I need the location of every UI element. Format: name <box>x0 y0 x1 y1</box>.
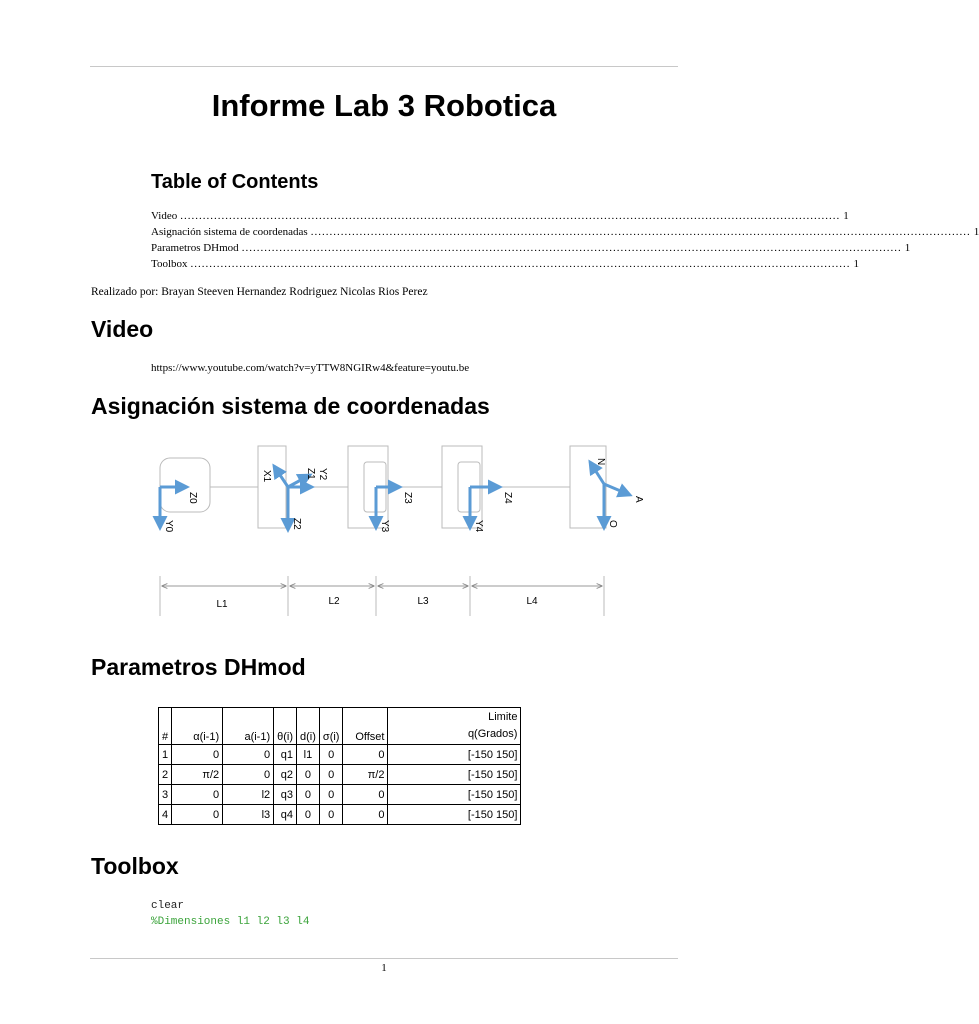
toc-entry-page[interactable]: 1 <box>973 226 979 238</box>
label-n: N <box>595 458 606 466</box>
table-header-row <box>159 708 521 745</box>
cell-offset: π/2 <box>343 765 388 785</box>
top-rule <box>90 66 678 67</box>
dim-label-l1: L1 <box>216 599 228 610</box>
toc-leader-dots: ................................................................................................................................................................................ <box>190 258 851 270</box>
cell-limit: [-150 150] <box>388 765 521 785</box>
cell-offset: 0 <box>343 745 388 765</box>
cell-offset: 0 <box>343 785 388 805</box>
cell-index: 2 <box>159 765 172 785</box>
header-offset: Offset <box>343 708 388 745</box>
cell-index: 3 <box>159 785 172 805</box>
dim-label-l2: L2 <box>328 596 340 607</box>
base-body <box>160 458 210 512</box>
cell-alpha: 0 <box>172 785 223 805</box>
cell-alpha: π/2 <box>172 765 223 785</box>
cell-d: 0 <box>297 785 320 805</box>
toc-entry-toolbox[interactable] <box>151 256 860 272</box>
label-z2: Z2 <box>291 518 302 530</box>
cell-d: 0 <box>297 805 320 825</box>
cell-index: 1 <box>159 745 172 765</box>
cell-a: 0 <box>223 745 274 765</box>
coordinate-frames-diagram <box>150 440 650 620</box>
cell-sigma: 0 <box>319 805 343 825</box>
label-z3: Z3 <box>402 492 413 504</box>
label-x1: X1 <box>261 470 272 483</box>
dim-label-l3: L3 <box>417 596 429 607</box>
label-z4: Z4 <box>502 492 513 504</box>
authors-line: Realizado por: Brayan Steeven Hernandez Rodriguez Nicolas Rios Perez <box>91 286 428 298</box>
cell-sigma: 0 <box>319 745 343 765</box>
toc-entry-dh[interactable] <box>151 240 911 256</box>
section-heading-toolbox: Toolbox <box>91 853 179 879</box>
header-index: # <box>159 708 172 745</box>
cell-limit: [-150 150] <box>388 805 521 825</box>
cell-theta: q1 <box>274 745 297 765</box>
label-o: O <box>607 520 618 528</box>
document-title: Informe Lab 3 Robotica <box>211 88 557 123</box>
cell-alpha: 0 <box>172 805 223 825</box>
toc-entry-page[interactable]: 1 <box>843 210 849 222</box>
cell-limit: [-150 150] <box>388 745 521 765</box>
cell-theta: q4 <box>274 805 297 825</box>
header-a: a(i-1) <box>223 708 274 745</box>
cell-a: l2 <box>223 785 274 805</box>
header-limit <box>388 708 521 745</box>
section-heading-dh: Parametros DHmod <box>91 654 306 680</box>
toc-leader-dots: ................................................................................................................................................................................ <box>180 210 841 222</box>
cell-limit: [-150 150] <box>388 785 521 805</box>
page-number: 1 <box>381 962 387 974</box>
toc-entry-label[interactable]: Parametros DHmod <box>151 242 239 254</box>
cell-offset: 0 <box>343 805 388 825</box>
cell-a: l3 <box>223 805 274 825</box>
header-alpha: α(i-1) <box>172 708 223 745</box>
toc-leader-dots: ................................................................................................................................................................................ <box>310 226 971 238</box>
label-y4: Y4 <box>473 520 484 533</box>
cell-theta: q2 <box>274 765 297 785</box>
header-sigma: σ(i) <box>319 708 343 745</box>
cell-alpha: 0 <box>172 745 223 765</box>
section-heading-video: Video <box>91 316 154 342</box>
label-y2: Y2 <box>317 468 328 481</box>
label-y3: Y3 <box>379 520 390 533</box>
dim-label-l4: L4 <box>526 596 538 607</box>
header-limit-line2: q(Grados) <box>467 728 518 740</box>
toc-entry-page[interactable]: 1 <box>853 258 860 270</box>
video-link[interactable]: https://www.youtube.com/watch?v=yTTW8NGIRw4&feature=youtu.be <box>151 362 470 374</box>
cell-theta: q3 <box>274 785 297 805</box>
footer-rule <box>90 958 678 959</box>
table-row <box>159 745 521 765</box>
frame-a-axis <box>604 484 630 495</box>
header-theta: θ(i) <box>274 708 297 745</box>
toc-entry-label[interactable]: Video <box>151 210 178 222</box>
code-line-clear: clear <box>151 900 185 912</box>
cell-index: 4 <box>159 805 172 825</box>
label-a: A <box>633 496 644 503</box>
toc-entry-page[interactable]: 1 <box>904 242 911 254</box>
label-z0: Z0 <box>187 492 198 504</box>
table-of-contents <box>151 208 979 272</box>
label-z1: Z1 <box>305 468 316 480</box>
cell-d: 0 <box>297 765 320 785</box>
section-heading-coords: Asignación sistema de coordenadas <box>91 393 490 419</box>
label-y0: Y0 <box>163 520 174 533</box>
table-row <box>159 785 521 805</box>
header-limit-line1: Limite <box>488 711 518 723</box>
table-row <box>159 765 521 785</box>
toc-entry-label[interactable]: Asignación sistema de coordenadas <box>151 226 308 238</box>
toc-heading: Table of Contents <box>151 171 319 193</box>
cell-a: 0 <box>223 765 274 785</box>
toc-entry-coords[interactable] <box>151 224 979 240</box>
dh-parameters-table <box>158 707 521 825</box>
code-line-comment: %Dimensiones l1 l2 l3 l4 <box>151 916 310 928</box>
cell-sigma: 0 <box>319 765 343 785</box>
header-d: d(i) <box>297 708 320 745</box>
cell-d: l1 <box>297 745 320 765</box>
toc-leader-dots: ................................................................................................................................................................................ <box>241 242 902 254</box>
toc-entry-label[interactable]: Toolbox <box>151 258 188 270</box>
toc-entry-video[interactable] <box>151 208 849 224</box>
table-row <box>159 805 521 825</box>
cell-sigma: 0 <box>319 785 343 805</box>
joint1-body <box>258 446 286 528</box>
